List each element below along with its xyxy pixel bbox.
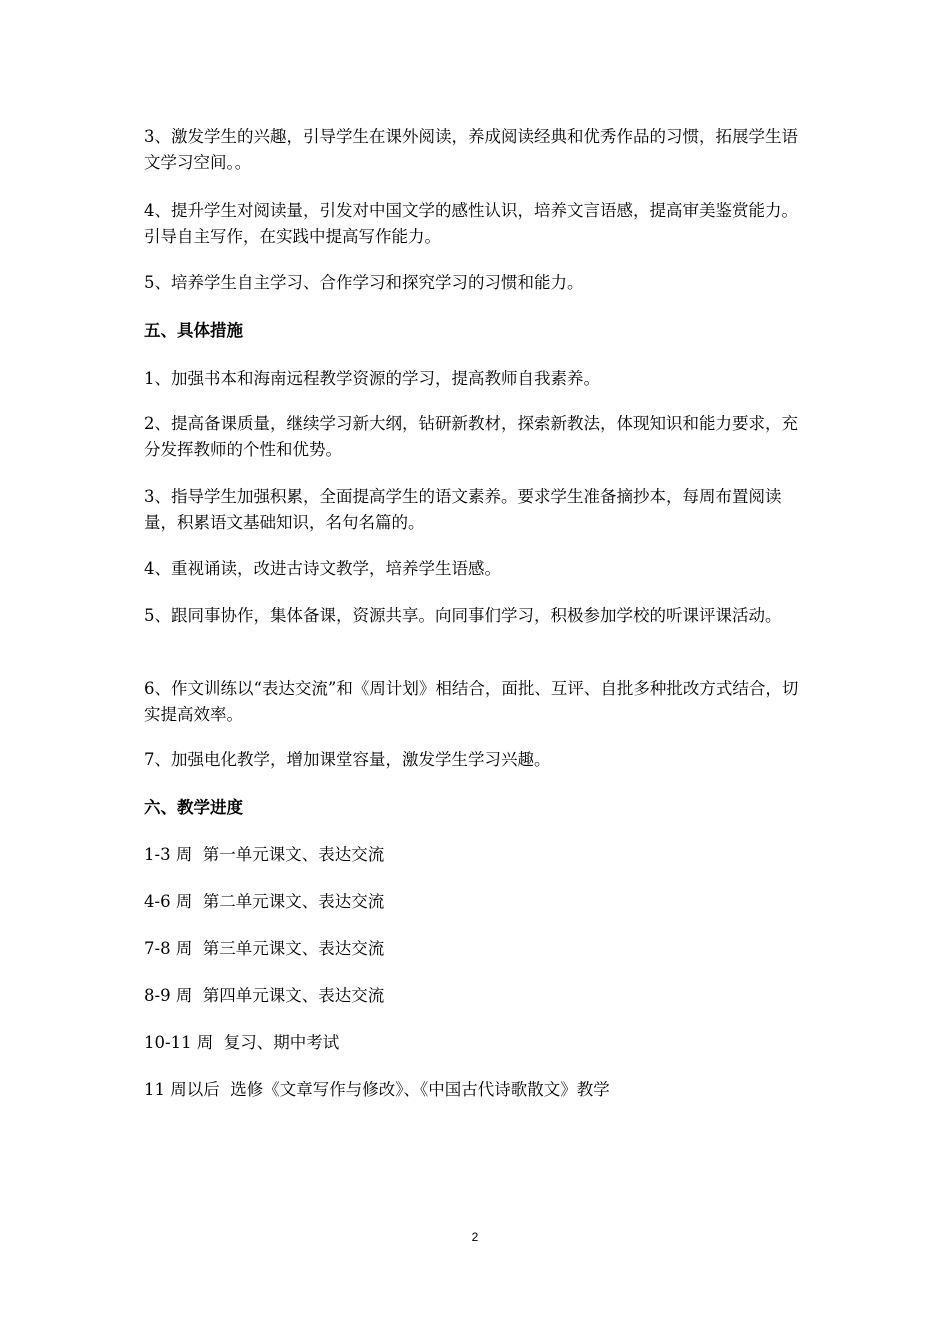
schedule-item: 10-11 周 复习、期中考试: [144, 1033, 340, 1052]
goal-item-3: 3、激发学生的兴趣，引导学生在课外阅读，养成阅读经典和优秀作品的习惯，拓展学生语文学习空间。。: [144, 127, 798, 172]
section-heading-schedule: 六、教学进度: [144, 798, 243, 817]
schedule-item: 8-9 周 第四单元课文、表达交流: [144, 986, 385, 1005]
goal-item-5: 5、培养学生自主学习、合作学习和探究学习的习惯和能力。: [144, 273, 584, 292]
schedule-item: 4-6 周 第二单元课文、表达交流: [144, 892, 385, 911]
measure-item: 3、指导学生加强积累，全面提高学生的语文素养。要求学生准备摘抄本，每周布置阅读量，积累语文基础知识，名句名篇的。: [144, 487, 782, 532]
measure-item: 2、提高备课质量，继续学习新大纲，钻研新教材，探索新教法，体现知识和能力要求，充分发挥教师的个性和优势。: [144, 414, 798, 459]
schedule-item: 1-3 周 第一单元课文、表达交流: [144, 845, 385, 864]
measure-item: 4、重视诵读，改进古诗文教学，培养学生语感。: [144, 559, 501, 578]
measure-item: 6、作文训练以“表达交流”和《周计划》相结合，面批、互评、自批多种批改方式结合，切实提高效率。: [144, 679, 799, 724]
page-number: 2: [471, 1230, 479, 1244]
goal-item-4: 4、提升学生对阅读量，引发对中国文学的感性认识，培养文言语感，提高审美鉴赏能力。引导自主写作，在实践中提高写作能力。: [144, 201, 798, 246]
measure-item: 1、加强书本和海南远程教学资源的学习，提高教师自我素养。: [144, 369, 600, 388]
measure-item: 5、跟同事协作，集体备课，资源共享。向同事们学习，积极参加学校的听课评课活动。: [144, 606, 782, 625]
schedule-item: 7-8 周 第三单元课文、表达交流: [144, 939, 385, 958]
schedule-item: 11 周以后 选修《文章写作与修改》、《中国古代诗歌散文》教学: [144, 1080, 610, 1099]
measure-item: 7、加强电化教学，增加课堂容量，激发学生学习兴趣。: [144, 750, 551, 769]
section-heading-measures: 五、具体措施: [144, 321, 243, 340]
